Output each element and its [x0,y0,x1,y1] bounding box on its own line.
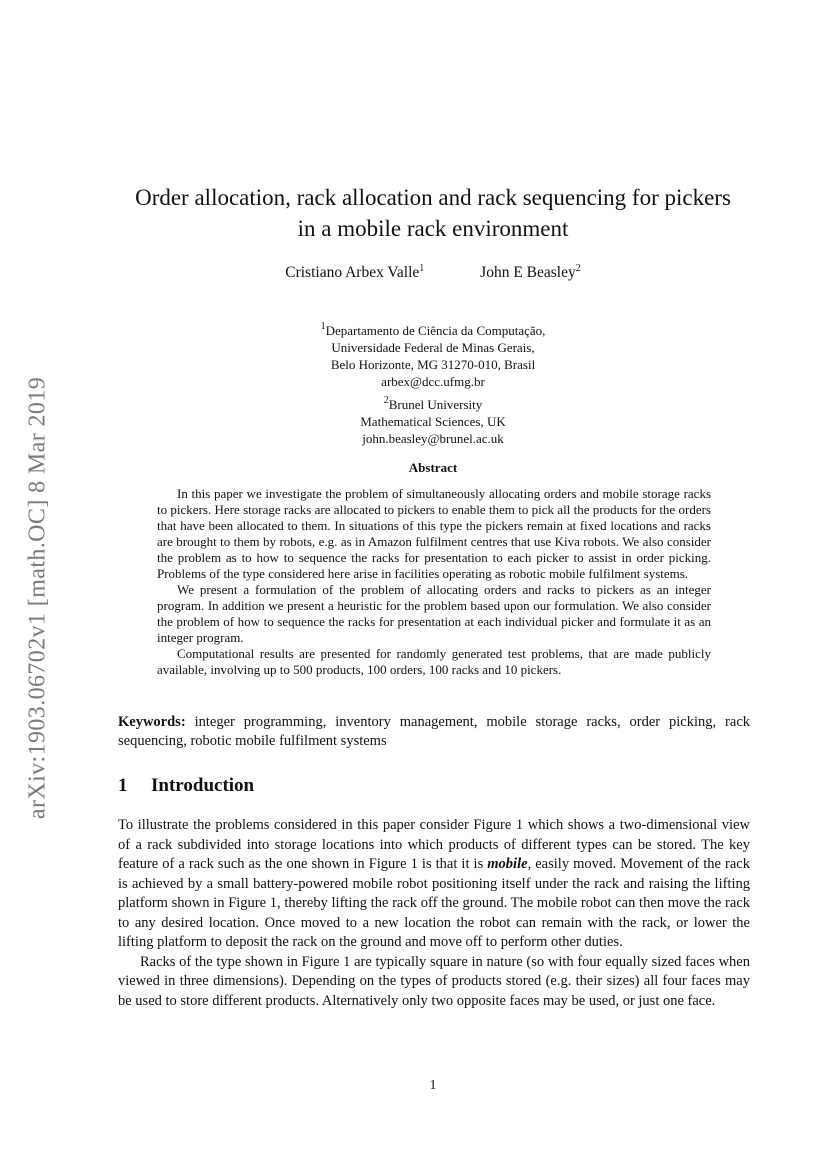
affiliation-line: Brunel University [388,397,483,412]
arxiv-identifier: arXiv:1903.06702v1 [math.OC] 8 Mar 2019 [24,376,51,820]
abstract [157,486,711,678]
paragraph-text: To illustrate the problems considered in this paper consider Figure 1 which shows a two-dimensional view of a rack subdivided into storage locations into which products of different types can be stored. The key feature of a rack such as the one shown in Figure 1 is that it is [118,817,750,872]
affiliation-email: arbex@dcc.ufmg.br [381,374,485,389]
affiliation-email: john.beasley@brunel.ac.uk [362,431,504,446]
affiliation-line: Universidade Federal de Minas Gerais, [331,340,535,355]
paper-title [95,182,771,244]
paragraph-text: , easily moved. Movement of the rack is achieved by a small battery-powered mobile robot positioning itself under the rack and raising the lifting platform shown in Figure 1, thereby lifting the rack off the ground. The mobile robot can then move the rack to any desired location. Once moved to a new location the robot can remain with the rack, or lower the lifting platform to deposit the rack on the ground and move off to perform other duties. [118,856,750,950]
affiliation-mark: 1 [320,321,326,332]
affiliation-line: Belo Horizonte, MG 31270-010, Brasil [330,357,536,372]
keywords [118,713,750,751]
author-list [95,264,771,282]
section-number: 1 [118,775,128,796]
arxiv-sidebar [0,0,51,820]
section-heading [118,775,254,797]
abstract-paragraph: We present a formulation of the problem of allocating orders and racks to pickers as an integer program. In addition we present a heuristic for the problem based upon our formulation. We also consider the problem of how to sequence the racks for presentation at each individual picker and formulate it as an integer program. [157,582,711,645]
author-2 [480,264,581,282]
body-paragraph: Racks of the type shown in Figure 1 are typically square in nature (so with four equally sized faces when viewed in three dimensions). Depending on the types of products stored (e.g. their sizes) all four faces may be used to store different products. Alternatively only two opposite faces may be used, or just one face. [118,953,750,1009]
affiliation-mark: 2 [383,395,389,406]
keywords-label: Keywords: [118,714,186,730]
affiliation-1 [95,322,771,390]
abstract-heading: Abstract [408,460,458,475]
title-line-2: in a mobile rack environment [297,216,569,241]
author-name: Cristiano Arbex Valle [285,264,420,281]
author-affil-mark: 1 [419,263,425,274]
section-title: Introduction [151,775,255,796]
abstract-paragraph: Computational results are presented for randomly generated test problems, that are made publicly available, involving up to 500 products, 100 orders, 100 racks and 10 pickers. [157,646,711,677]
affiliation-line: Departamento de Ciência da Computação, [325,323,546,338]
title-line-1: Order allocation, rack allocation and rack sequencing for pickers [135,185,731,210]
emphasis-mobile: mobile [487,856,528,872]
page-number: 1 [429,1078,437,1093]
keywords-text: integer programming, inventory management, mobile storage racks, order picking, rack sequencing, robotic mobile fulfilment systems [118,714,750,749]
author-affil-mark: 2 [575,263,581,274]
affiliation-2 [95,396,771,447]
abstract-paragraph: In this paper we investigate the problem of simultaneously allocating orders and mobile storage racks to pickers. Here storage racks are allocated to pickers to enable them to pick all the products for the orders that have been allocated to them. In situations of this type the pickers remain at fixed locations and racks are brought to them by robots, e.g. as in Amazon fulfilment centres that use Kiva robots. We also consider the problem as to how to sequence the racks for presentation to each picker to assist in order picking. Problems of the type considered here arise in facilities operating as robotic mobile fulfilment systems. [157,486,711,581]
introduction-body [118,816,750,1011]
body-paragraph [118,816,750,953]
author-1 [285,264,424,282]
affiliation-line: Mathematical Sciences, UK [360,414,506,429]
author-name: John E Beasley [480,264,576,281]
